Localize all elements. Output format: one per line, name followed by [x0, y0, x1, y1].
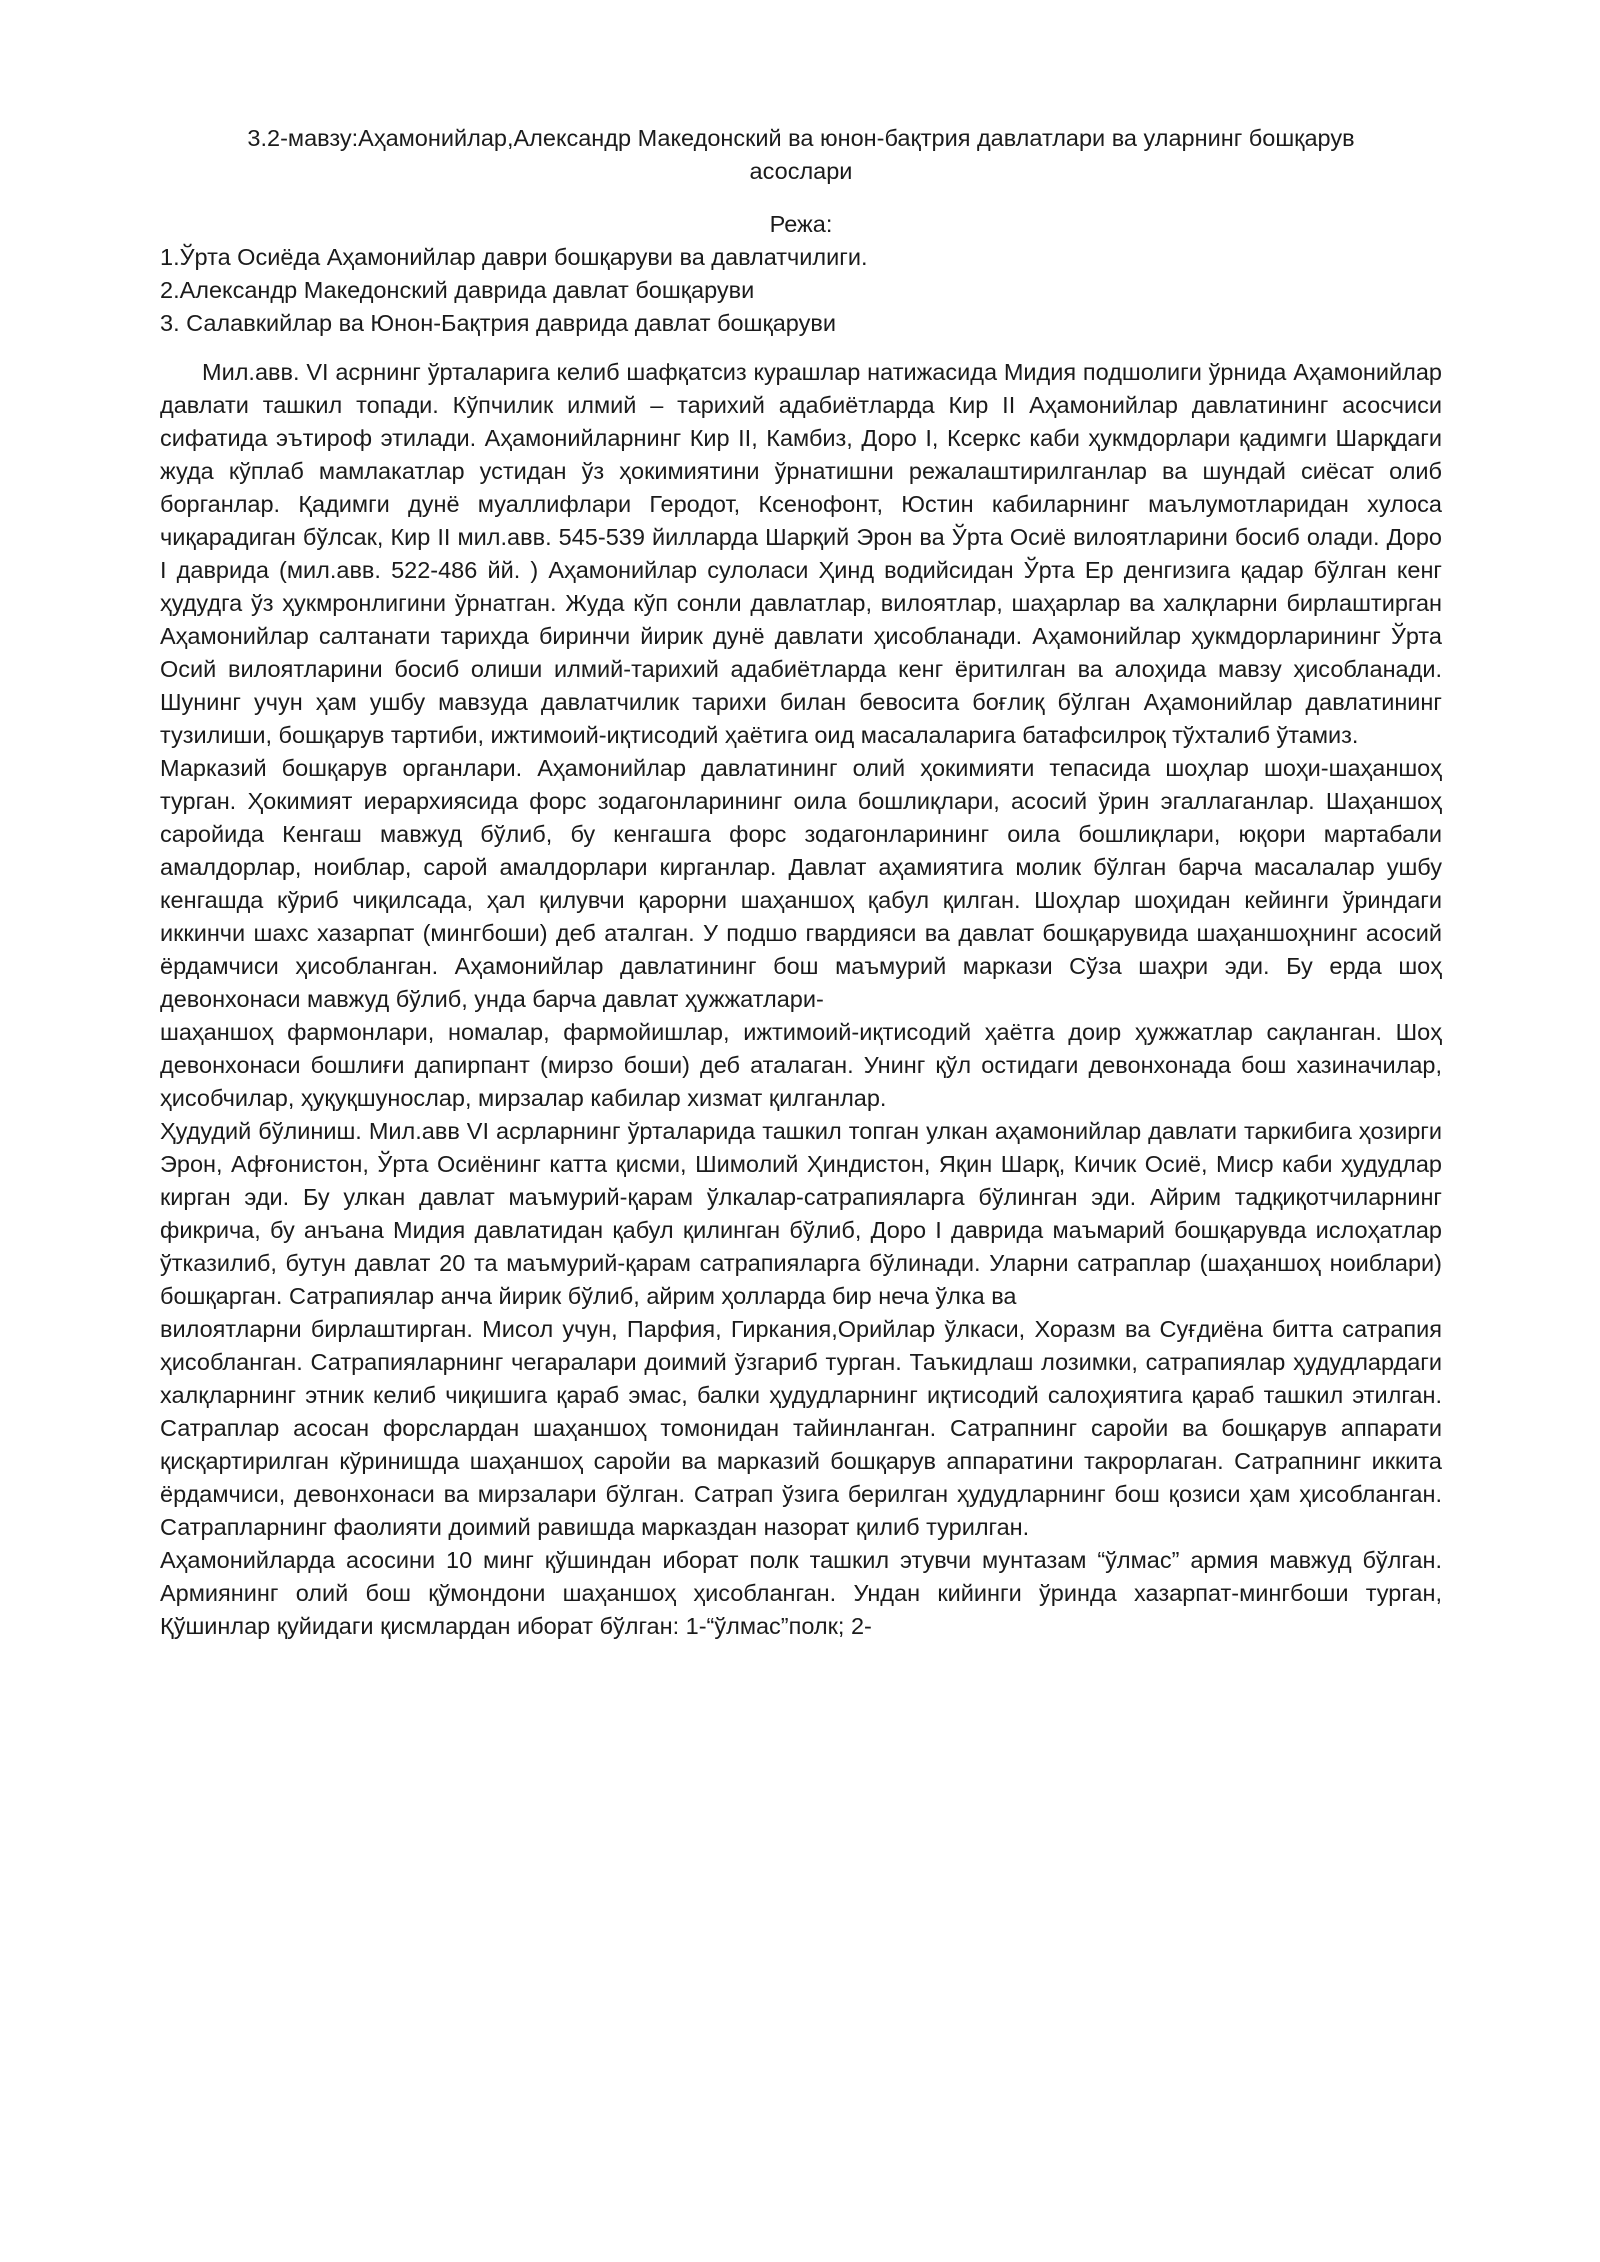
- body-paragraph-3: шаҳаншоҳ фармонлари, номалар, фармойишлар, ижтимоий-иқтисодий ҳаётга доир ҳужжатлар сақланган. Шоҳ девонхонаси бошлиғи дапирпант (мирзо боши) деб аталаган. Унинг қўл остидаги девонхонада бош хазиначилар, ҳисобчилар, ҳуқуқшунослар, мирзалар кабилар хизмат қилганлар.: [160, 1019, 1442, 1111]
- body-paragraph-1: Мил.авв. VI асрнинг ўрталарига келиб шафқатсиз курашлар натижасида Мидия подшолиги ўрнида Аҳамонийлар давлати ташкил топади. Кўпчилик илмий – тарихий адабиётларда Кир II Аҳамонийлар давлатининг асосчиси сифатида эътироф этилади. Аҳамонийларнинг Кир II, Камбиз, Доро I, Ксеркс каби ҳукмдорлари қадимги Шарқдаги жуда кўплаб мамлакатлар устидан ўз ҳокимиятини ўрнатишни режалаштирилганлар ва шундай сиёсат олиб борганлар. Қадимги дунё муаллифлари Геродот, Ксенофонт, Юстин кабиларнинг маълумотларидан хулоса чиқарадиган бўлсак, Кир II мил.авв. 545-539 йилларда Шарқий Эрон ва Ўрта Осиё вилоятларини босиб олади. Доро I даврида (мил.авв. 522-486 йй. ) Аҳамонийлар сулоласи Ҳинд водийсидан Ўрта Ер денгизига қадар бўлган кенг ҳудудга ўз ҳукмронлигини ўрнатган. Жуда кўп сонли давлатлар, вилоятлар, шаҳарлар ва халқларни бирлаштирган Аҳамонийлар салтанати тарихда биринчи йирик дунё давлати ҳисобланади. Аҳамонийлар ҳукмдорларининг Ўрта Осий вилоятларини босиб олиши илмий-тарихий адабиётларда кенг ёритилган ва алоҳида мавзу ҳисобланади. Шунинг учун ҳам ушбу мавзуда давлатчилик тарихи билан бевосита боғлиқ бўлган Аҳамонийлар давлатининг тузилиши, бошқарув тартиби, ижтимоий-иқтисодий ҳаётига оид масалаларига батафсилроқ тўхталиб ўтамиз.: [160, 359, 1442, 748]
- plan-list: [160, 241, 1442, 340]
- plan-item-2: 2.Александр Македонский даврида давлат бошқаруви: [160, 277, 755, 303]
- document-body: [160, 356, 1442, 1643]
- document-title: 3.2-мавзу:Аҳамонийлар,Александр Македонский ва юнон-бақтрия давлатлари ва уларнинг бошқарув асослари: [247, 125, 1355, 184]
- plan-heading: Режа:: [769, 211, 833, 237]
- plan-item-1: 1.Ўрта Осиёда Аҳамонийлар даври бошқаруви ва давлатчилиги.: [160, 244, 868, 270]
- body-paragraph-5: вилоятларни бирлаштирган. Мисол учун, Парфия, Гиркания,Орийлар ўлкаси, Хоразм ва Суғдиёна битта сатрапия ҳисобланган. Сатрапияларнинг чегаралари доимий ўзгариб турган. Таъкидлаш лозимки, сатрапиялар ҳудудлардаги халқларнинг этник келиб чиқишига қараб эмас, балки ҳудудларнинг иқтисодий салоҳиятига қараб ташкил этилган. Сатраплар асосан форслардан шаҳаншоҳ томонидан тайинланган. Сатрапнинг саройи ва бошқарув аппарати қисқартирилган кўринишда шаҳаншоҳ саройи ва марказий бошқарув аппаратини такрорлаган. Сатрапнинг иккита ёрдамчиси, девонхонаси ва мирзалари бўлган. Сатрап ўзига берилган ҳудудларнинг бош қозиси ҳам ҳисобланган. Сатрапларнинг фаолияти доимий равишда марказдан назорат қилиб турилган.: [160, 1316, 1442, 1540]
- body-paragraph-4: Ҳудудий бўлиниш. Мил.авв VI асрларнинг ўрталарида ташкил топган улкан аҳамонийлар давлати таркибига ҳозирги Эрон, Афғонистон, Ўрта Осиёнинг катта қисми, Шимолий Ҳиндистон, Яқин Шарқ, Кичик Осиё, Миср каби ҳудудлар кирган эди. Бу улкан давлат маъмурий-қарам ўлкалар-сатрапияларга бўлинган эди. Айрим тадқиқотчиларнинг фикрича, бу анъана Мидия давлатидан қабул қилинган бўлиб, Доро I даврида маъмарий бошқарувда ислоҳатлар ўтказилиб, бутун давлат 20 та маъмурий-қарам сатрапияларга бўлинади. Уларни сатраплар (шаҳаншоҳ ноиблари) бошқарган. Сатрапиялар анча йирик бўлиб, айрим ҳолларда бир неча ўлка ва: [160, 1118, 1442, 1309]
- body-paragraph-2: Марказий бошқарув органлари. Аҳамонийлар давлатининг олий ҳокимияти тепасида шоҳлар шоҳи-шаҳаншоҳ турган. Ҳокимият иерархиясида форс зодагонларининг оила бошлиқлари, асосий ўрин эгаллаганлар. Шаҳаншоҳ саройида Кенгаш мавжуд бўлиб, бу кенгашга форс зодагонларининг оила бошлиқлари, юқори мартабали амалдорлар, ноиблар, сарой амалдорлари кирганлар. Давлат аҳамиятига молик бўлган барча масалалар ушбу кенгашда кўриб чиқилсада, ҳал қилувчи қарорни шаҳаншоҳ қабул қилган. Шоҳлар шоҳидан кейинги ўриндаги иккинчи шахс хазарпат (мингбоши) деб аталган. У подшо гвардияси ва давлат бошқарувида шаҳаншоҳнинг асосий ёрдамчиси ҳисобланган. Аҳамонийлар давлатининг бош маъмурий маркази Сўза шаҳри эди. Бу ерда шоҳ девонхонаси мавжуд бўлиб, унда барча давлат ҳужжатлари-: [160, 755, 1442, 1012]
- body-paragraph-6: Аҳамонийларда асосини 10 минг қўшиндан иборат полк ташкил этувчи мунтазам “ўлмас” армия мавжуд бўлган. Армиянинг олий бош қўмондони шаҳаншоҳ ҳисобланган. Ундан кийинги ўринда хазарпат-мингбоши турган, Қўшинлар қуйидаги қисмлардан иборат бўлган: 1-“ўлмас”полк; 2-: [160, 1547, 1442, 1639]
- plan-item-3: 3. Салавкийлар ва Юнон-Бақтрия даврида давлат бошқаруви: [160, 310, 836, 336]
